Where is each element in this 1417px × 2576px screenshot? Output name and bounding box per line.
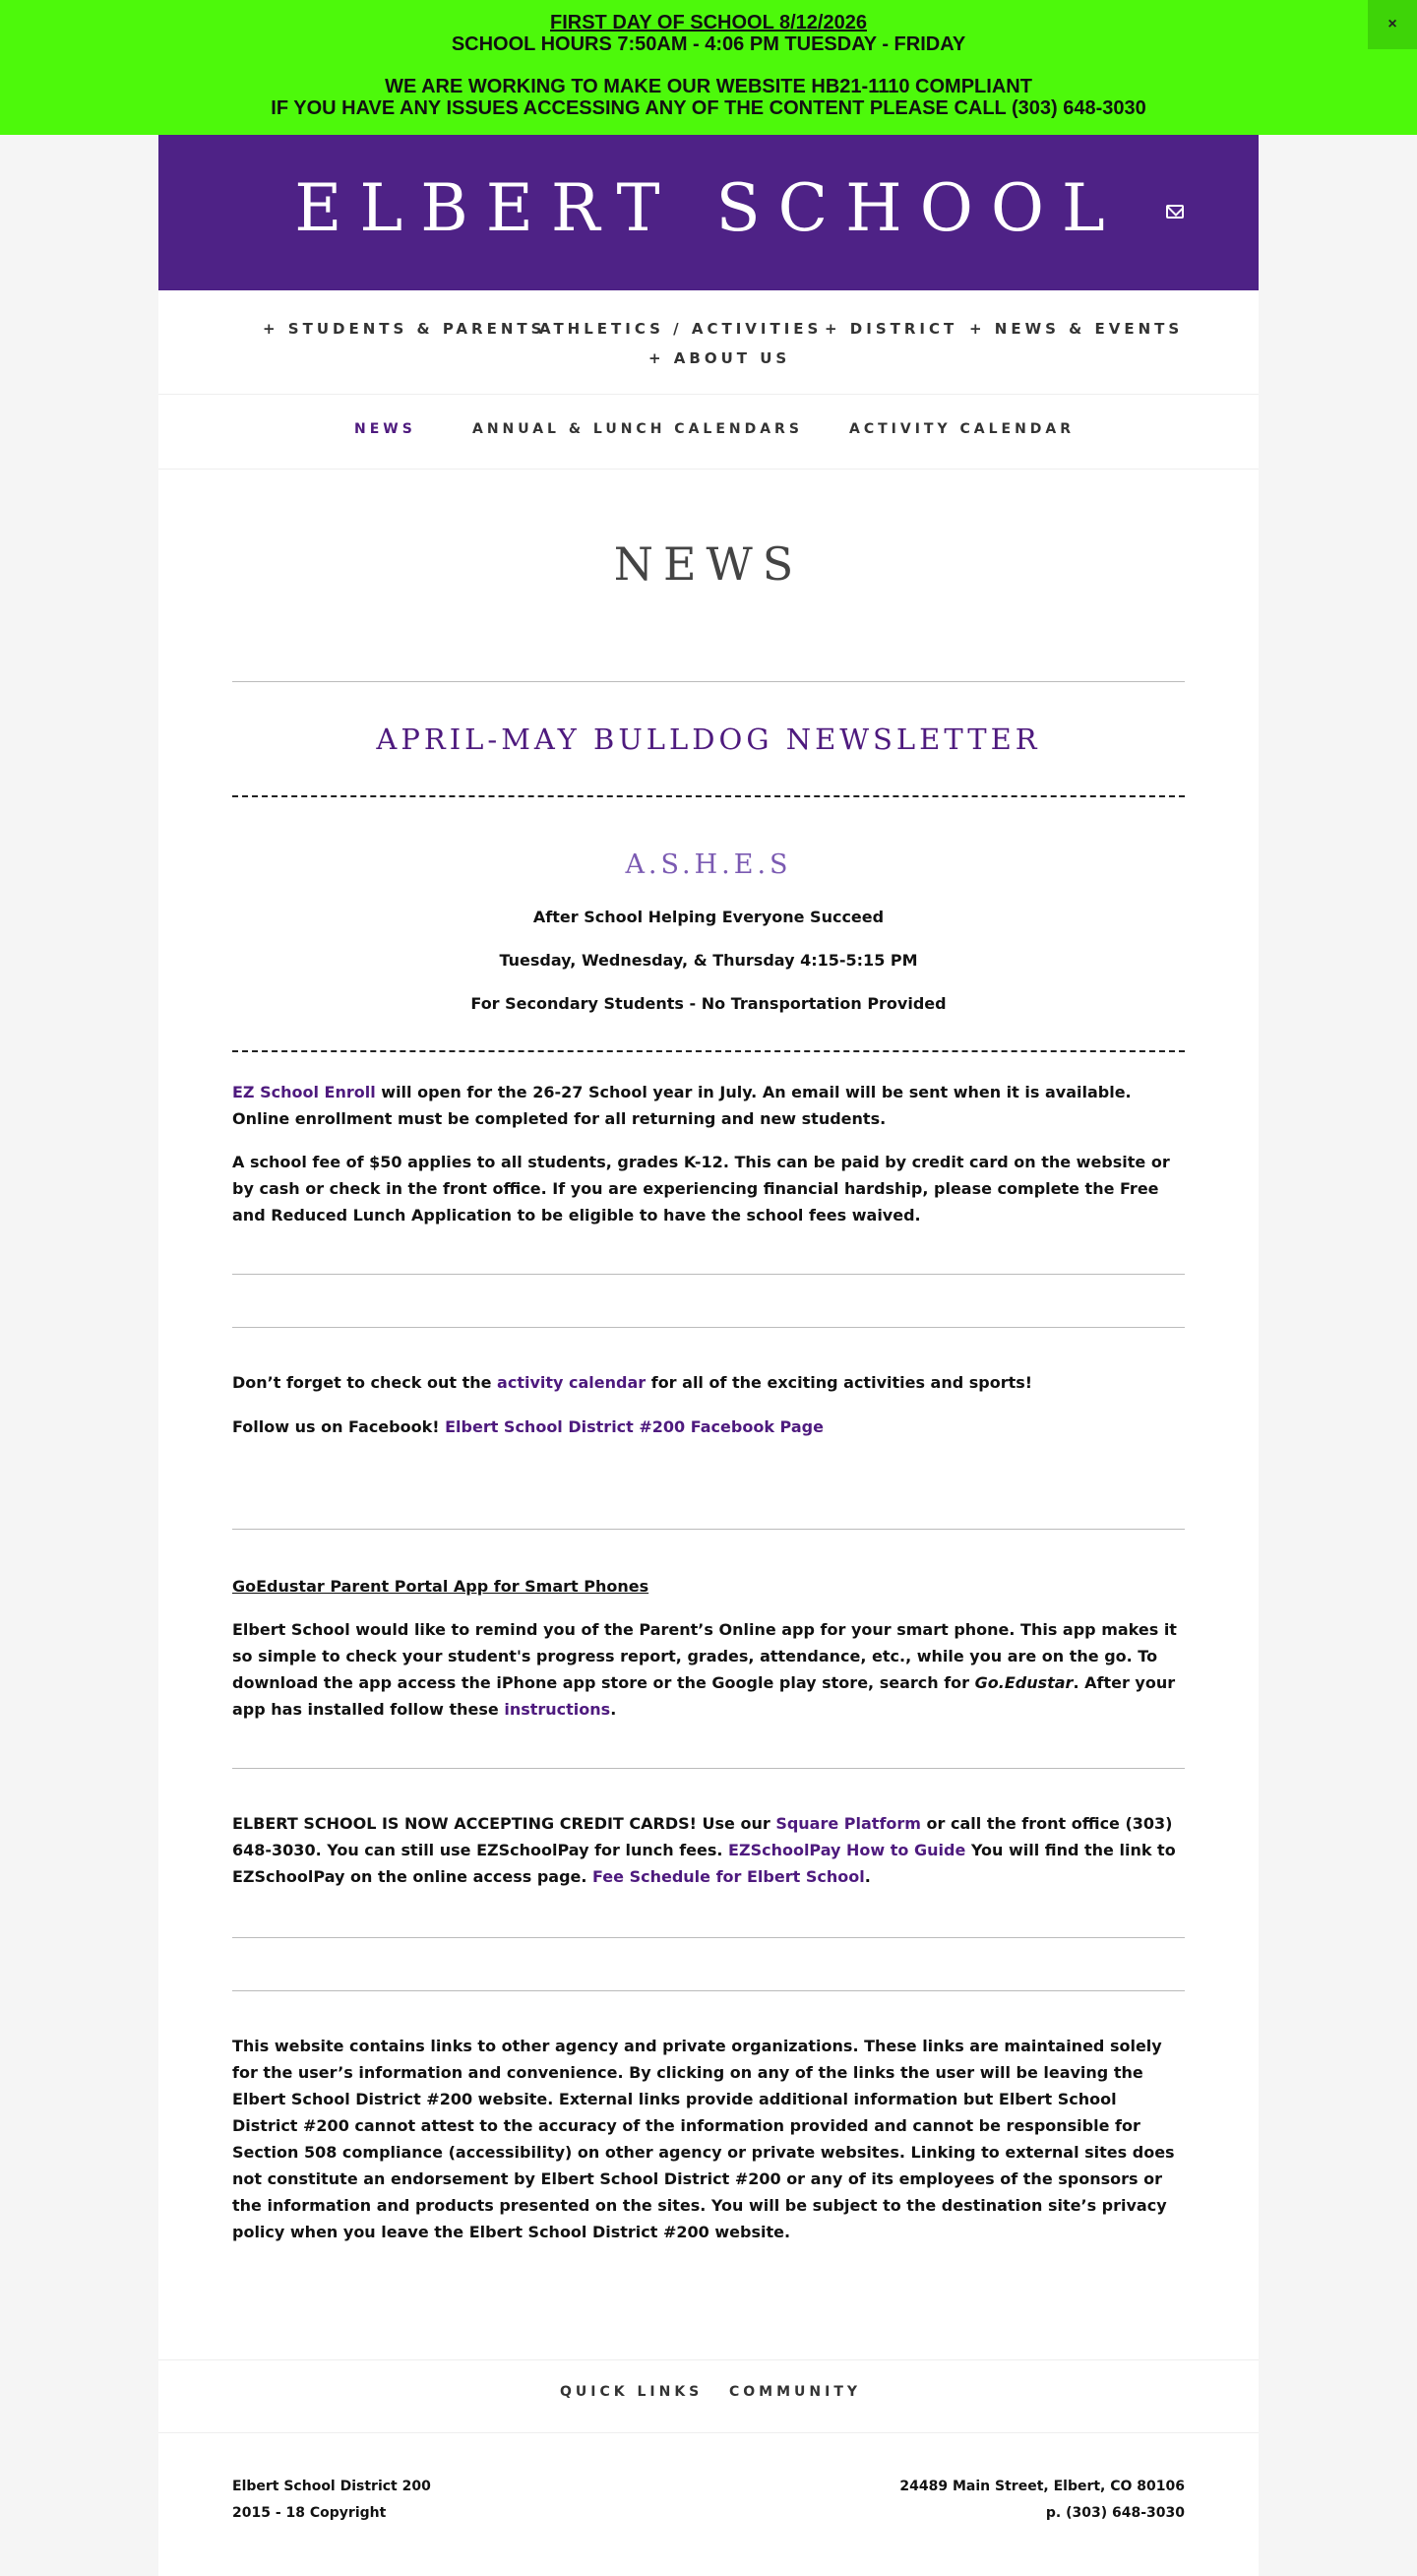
credit-text-mid: or call the front office (303) 648-3030. You can still use EZSchoolPay for lunch fees. xyxy=(232,1814,1173,1859)
activity-paragraph xyxy=(232,1369,1185,1396)
credit-card-paragraph xyxy=(232,1810,1185,1890)
dashed-divider xyxy=(232,1050,1185,1052)
footer-community[interactable]: COMMUNITY xyxy=(729,2384,862,2400)
enroll-paragraph xyxy=(232,1079,1185,1132)
subnav-annual-lunch-calendars[interactable]: ANNUAL & LUNCH CALENDARS xyxy=(472,421,803,437)
credit-text-end: . xyxy=(864,1867,871,1886)
goedustar-app-name: Go.Edustar xyxy=(974,1673,1074,1692)
ashes-heading: A.S.H.E.S xyxy=(625,849,792,880)
page-title: NEWS xyxy=(613,537,804,591)
ez-school-enroll-link[interactable]: EZ School Enroll xyxy=(232,1083,376,1101)
close-banner-button[interactable]: × xyxy=(1368,0,1417,49)
mail-icon[interactable] xyxy=(1166,205,1184,219)
nav-district[interactable]: + DISTRICT xyxy=(825,320,958,338)
activity-calendar-link[interactable]: activity calendar xyxy=(497,1373,647,1392)
divider xyxy=(232,1990,1185,1991)
goedustar-text-end: . xyxy=(610,1700,617,1719)
first-day-text: FIRST DAY OF SCHOOL 8/12/2026 xyxy=(550,12,867,33)
school-hours-text: SCHOOL HOURS 7:50AM - 4:06 PM TUESDAY - FRIDAY xyxy=(451,33,966,55)
nav-news-events[interactable]: + NEWS & EVENTS xyxy=(969,320,1184,338)
goedustar-text-post: . After your app has installed follow these xyxy=(232,1673,1176,1719)
dashed-divider xyxy=(232,795,1185,797)
subnav-activity-calendar[interactable]: ACTIVITY CALENDAR xyxy=(849,421,1076,437)
ashes-line-1: After School Helping Everyone Succeed xyxy=(532,908,885,926)
footer-quick-links[interactable]: QUICK LINKS xyxy=(560,2384,704,2400)
divider xyxy=(232,1529,1185,1530)
divider xyxy=(232,1327,1185,1328)
footer-address: 24489 Main Street, Elbert, CO 80106 xyxy=(899,2479,1185,2494)
subnav-news[interactable]: NEWS xyxy=(354,421,416,437)
divider xyxy=(232,1937,1185,1938)
school-fee-paragraph: A school fee of $50 applies to all students, grades K-12. This can be paid by credit card on the website or by cash or check in the front office. If you are experiencing financial hardship, please complete the Free and Reduced Lunch Application to be eligible to have the school fees waived. xyxy=(232,1153,1170,1225)
ashes-line-3: For Secondary Students - No Transportation Provided xyxy=(470,994,947,1013)
credit-text-pre: ELBERT SCHOOL IS NOW ACCEPTING CREDIT CARDS! Use our xyxy=(232,1814,776,1833)
compliance-text: WE ARE WORKING TO MAKE OUR WEBSITE HB21-1110 COMPLIANT xyxy=(385,76,1032,97)
divider xyxy=(232,681,1185,682)
site-header xyxy=(158,135,1259,290)
activity-text-pre: Don’t forget to check out the xyxy=(232,1373,498,1392)
goedustar-paragraph xyxy=(232,1616,1185,1723)
footer-phone: p. (303) 648-3030 xyxy=(1045,2505,1185,2521)
site-title[interactable]: ELBERT SCHOOL xyxy=(294,170,1123,246)
main-navigation xyxy=(158,290,1259,395)
divider xyxy=(232,1768,1185,1769)
page-container xyxy=(158,135,1259,2576)
goedustar-text-pre: Elbert School would like to remind you of the Parent’s Online app for your smart phone. This app makes it so simple to check your student's progress report, grades, attendance, etc., while you are on the go. To download the app access the iPhone app store or the Google play store, search for xyxy=(232,1620,1177,1692)
goedustar-heading xyxy=(232,1573,1185,1600)
announcement-banner xyxy=(0,0,1417,135)
credit-text-mid-2: You will find the link to EZSchoolPay on the online access page. xyxy=(232,1841,1176,1886)
divider xyxy=(232,1274,1185,1275)
ashes-line-2: Tuesday, Wednesday, & Thursday 4:15-5:15 PM xyxy=(499,951,918,970)
newsletter-link[interactable]: APRIL-MAY BULLDOG NEWSLETTER xyxy=(376,723,1041,756)
facebook-page-link[interactable]: Elbert School District #200 Facebook Page xyxy=(445,1417,824,1436)
goedustar-heading-text: GoEdustar Parent Portal App for Smart Phones xyxy=(232,1577,649,1596)
nav-about-us[interactable]: + ABOUT US xyxy=(648,349,791,367)
fee-schedule-link[interactable]: Fee Schedule for Elbert School xyxy=(592,1867,865,1886)
activity-text-post: for all of the exciting activities and sports! xyxy=(646,1373,1033,1392)
enroll-text: will open for the 26-27 School year in July. An email will be sent when it is available. Online enrollment must be completed for all returning and new students. xyxy=(232,1083,1132,1128)
disclaimer-paragraph: This website contains links to other agency and private organizations. These links are maintained solely for the user’s information and convenience. By clicking on any of the links the user will be leaving the Elbert School District #200 website. External links provide additional information but Elbert School District #200 cannot attest to the accuracy of the information provided and cannot be responsible for Section 508 compliance (accessibility) on other agency or private websites. Linking to external sites does not constitute an endorsement by Elbert School District #200 or any of its employees of the sponsors or the information and products presented on the sites. You will be subject to the destination site’s privacy policy when you leave the Elbert School District #200 website. xyxy=(232,2037,1175,2241)
footer-copyright: 2015 - 18 Copyright xyxy=(232,2505,387,2521)
facebook-text: Follow us on Facebook! xyxy=(232,1417,446,1436)
facebook-paragraph xyxy=(232,1414,1185,1440)
contact-text: IF YOU HAVE ANY ISSUES ACCESSING ANY OF THE CONTENT PLEASE CALL (303) 648-3030 xyxy=(271,97,1146,119)
instructions-link[interactable]: instructions xyxy=(504,1700,611,1719)
footer-org-name: Elbert School District 200 xyxy=(232,2479,431,2494)
nav-students-parents[interactable]: + STUDENTS & PARENTS xyxy=(263,320,546,338)
footer-navigation xyxy=(158,2359,1259,2433)
ezschoolpay-guide-link[interactable]: EZSchoolPay How to Guide xyxy=(728,1841,966,1859)
nav-athletics-activities[interactable]: ATHLETICS / ACTIVITIES xyxy=(539,320,823,338)
square-platform-link[interactable]: Square Platform xyxy=(775,1814,921,1833)
